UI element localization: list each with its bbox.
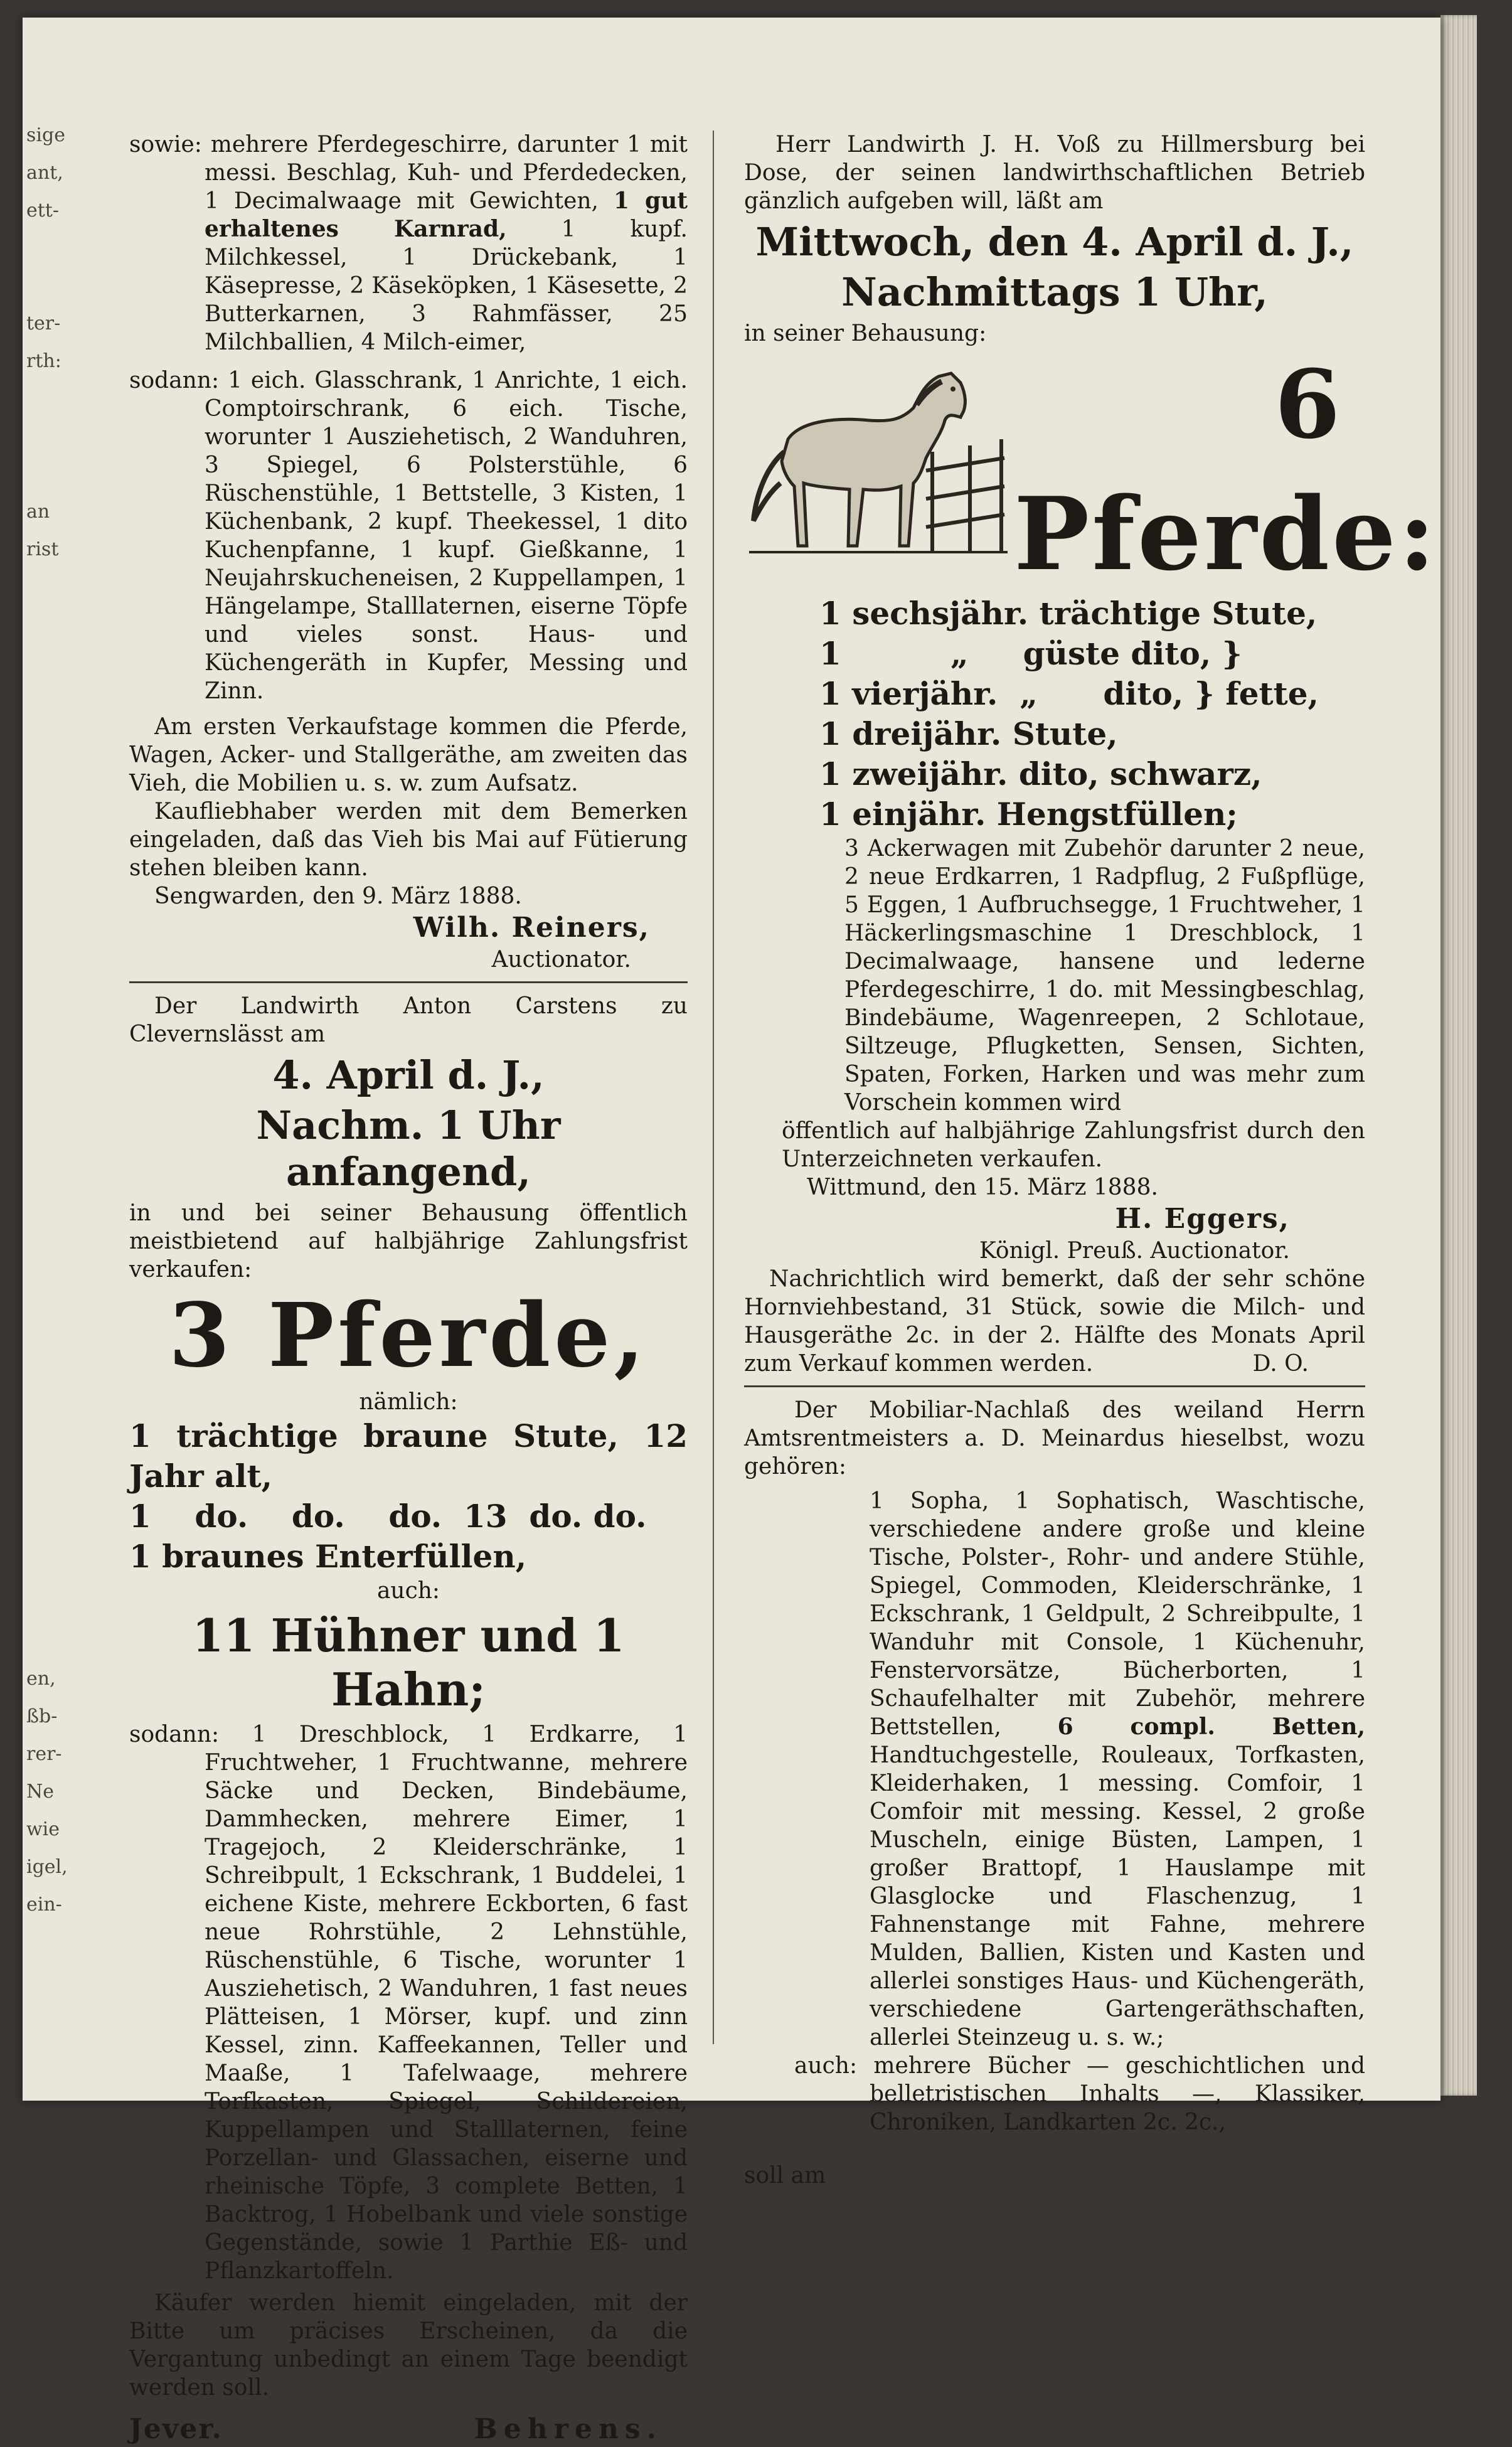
auction-3-lots [744,594,1365,834]
margin-fragment: ein- [26,1894,62,1916]
newspaper-page [23,18,1440,2445]
horse-illustration [744,358,1014,565]
auction-3-note: Nachrichtlich wird bemerkt, daß der sehr schöne Hornviehbestand, 31 Stück, sowie die Milch- und Hausgeräthe 2c. in der 2. Hälfte des Monats April zum Verkauf kommen werden. D. O. [744,1266,1365,1377]
margin-fragment: wie [26,1818,60,1840]
auction-1-signature: Wilh. Reiners, [413,912,650,944]
margin-fragment: rth: [26,350,61,372]
auction-4-intro: Der Mobiliar-Nachlaß des weiland Herrn Amtsrentmeisters a. D. Meinardus hieselbst, wozu gehören: [744,1397,1365,1479]
auction-2-signature-row [129,2412,688,2447]
auction-2-sodann: sodann: 1 Dreschblock, 1 Erdkarre, 1 Fruchtweher, 1 Fruchtwanne, mehrere Säcke und Decken, Bindebäume, Dammhecken, mehrere Eimer, 1 Tragejoch, 2 Kleiderschränke, 1 Schreibpult, 1 Eckschrank, 1 Buddelei, 1 eichene Kiste, mehrere Eckborten, 6 fast neue Rohrstühle, 2 Lehnstühle, Rüschenstühle, 6 Tische, worunter 1 Ausziehetisch, 2 Wanduhren, 1 fast neues Plätteisen, 1 Mörser, kupf. und zinn Kessel, zinn. Kaffeekannen, Teller und Maaße, 1 Tafelwaage, mehrere Torfkasten, Spiegel, Schildereien, Kuppellampen und Stalllaternen, feine Porzellan- und Glassachen, eiserne und rheinische Töpfe, 3 complete Betten, 1 Backtrog, 1 Hobelbank und viele sonstige Gegenstände, sowie 1 Parthie Eß- und Pflanzkartoffeln. [129,1722,688,2284]
auction-3-place-date: Wittmund, den 15. März 1888. [807,1175,1158,1200]
auction-3-signature: H. Eggers, [1115,1203,1290,1235]
auction-4-items: 1 Sopha, 1 Sophatisch, Waschtische, verschiedene andere große und kleine Tische, Polster-, Rohr- und andere Stühle, Spiegel, Commoden, Kleiderschränke, 1 Eckschrank, 1 Geldpult, 2 Schreibpulte, 1 Wanduhr mit Console, 1 Küchenuhr, Fenstervorsätze, Bücherborten, 1 Schaufelhalter mit Zubehör, mehrere Bettstellen, 6 compl. Betten, Handtuchgestelle, Rouleaux, Torfkasten, Kleiderhaken, 1 messing. Comfoir, 1 Comfoir mit messing. Kessel, 2 große Muscheln, einige Büsten, Lampen, 1 großer Brattopf, 1 Hauslampe mit Glasglocke und Flaschenzug, 1 Fahnenstange mit Fahne, mehrere Mulden, Ballien, Kisten und Kasten und allerlei sonstiges Haus- und Küchengeräth, verschiedene Gartengeräthschaften, allerlei Steinzeug u. s. w.; [870,1488,1365,2050]
auction-2-closing: Käufer werden hiemit eingeladen, mit der Bitte um präcises Erscheinen, da die Vergantung unbedingt an einem Tage beendigt werden soll. [129,2290,688,2401]
margin-fragment: sige [26,124,65,146]
auction-1-place-date: Sengwarden, den 9. März 1888. [154,883,522,909]
margin-fragment: rer- [26,1743,62,1765]
auction-3-lot: 1 einjähr. Hengstfüllen; [819,796,1238,833]
auction-2-signature: Behrens. [474,2413,663,2445]
item-line-sowie: sowie: mehrere Pferdegeschirre, darunter 1 mit messi. Beschlag, Kuh- und Pferdedecken, 1 Decimalwaage mit Gewichten, 1 gut erhaltenes Karnrad, 1 kupf. Milchkessel, 1 Drückebank, 1 Käsepresse, 2 Käseköpken, 1 Käsesette, 2 Butterkarnen, 3 Rahmfässer, 25 Milchballien, 4 Milch-eimer, [129,132,688,355]
auction-3-headline: Pferde: [1014,475,1438,593]
margin-fragment: ßb- [26,1705,58,1727]
auction-3-intro: Herr Landwirth J. H. Voß zu Hillmersburg bei Dose, der seinen landwirthschaftlichen Betrieb gänzlich aufgeben will, läßt am [744,132,1365,214]
auction-2-place: Jever. [129,2413,223,2445]
margin-fragment: ter- [26,312,61,334]
auction-2-headline: 3 Pferde, [168,1284,649,1387]
auction-3-closing: öffentlich auf halbjährige Zahlungsfrist durch den Unterzeichneten verkaufen. [782,1118,1365,1172]
auction-4-auch: auch: mehrere Bücher — geschichtlichen und belletristischen Inhalts —, Klassiker, Chroniken, Landkarten 2c. 2c., [794,2053,1365,2135]
auction-3-lot: 1 zweijähr. dito, schwarz, [819,755,1262,792]
margin-fragment: en, [26,1668,56,1690]
separator [744,1385,1365,1387]
auction-3-lot: 1 „ güste dito, } [819,635,1242,672]
margin-fragment: rist [26,538,59,560]
margin-fragment: igel, [26,1856,68,1878]
auction-1-paragraph-2: Kaufliebhaber werden mit dem Bemerken eingeladen, daß das Vieh bis Mai auf Fütierung stehen bleiben kann. [129,799,688,881]
column-right [744,131,1438,2188]
margin-fragment: Ne [26,1781,55,1803]
auction-2-auch: auch: [376,1578,440,1604]
auction-1-items [129,131,688,705]
auction-3-items: 3 Ackerwagen mit Zubehör darunter 2 neue, 2 neue Erdkarren, 1 Radpflug, 2 Fußpflüge, 5 Eggen, 1 Aufbruchsegge, 1 Fruchtweher, 1 Häckerlingsmaschine 1 Dreschblock, 1 Decimalwaage, hansene und lederne Pferdegeschirre, 1 do. mit Messingbeschlag, Bindebäume, Wagenreepen, 2 Schlotaue, Siltzeuge, Pflugketten, Sensen, Sichten, Spaten, Forken, Harken und was mehr zum Vorschein kommen wird [844,836,1365,1116]
auction-3-number: 6 [1274,349,1340,460]
auction-2-intro2: in und bei seiner Behausung öffentlich meistbietend auf halbjährige Zahlungsfrist verkaufen: [129,1200,688,1282]
auction-2-date: 4. April d. J., [272,1052,545,1098]
column-divider [713,131,714,2044]
auction-1-paragraph-1: Am ersten Verkaufstage kommen die Pferde, Wagen, Acker- und Stallgeräthe, am zweiten das Vieh, die Mobilien u. s. w. zum Aufsatz. [129,714,688,796]
column-left [129,131,688,2445]
auction-2-lot-2: 1 do. do. do. 13 do. do. [129,1498,647,1535]
left-margin-fragments [23,124,67,2069]
auction-4-end: soll am [744,2163,826,2188]
separator [129,981,688,983]
auction-2-headline-2: 11 Hühner und 1 Hahn; [192,1609,625,1716]
auction-2-lot-3: 1 braunes Enterfüllen, [129,1538,527,1575]
auction-2-intro: Der Landwirth Anton Carstens zu Clevernslässt am [129,993,688,1047]
auction-3-count [1014,349,1365,460]
auction-2-lot-1: 1 trächtige braune Stute, 12 Jahr alt, [129,1417,688,1495]
item-line-sodann: sodann: 1 eich. Glasschrank, 1 Anrichte, 1 eich. Comptoirschrank, 6 eich. Tische, worunter 1 Ausziehetisch, 2 Wanduhren, 3 Spiegel, 6 Polsterstühle, 6 Rüschenstühle, 1 Bettstelle, 3 Kisten, 1 Küchenbank, 2 kupf. Theekessel, 1 dito Kuchenpfanne, 1 kupf. Gießkanne, 1 Neujahrskucheneisen, 2 Kuppellampen, 1 Hängelampe, Stalllaternen, eiserne Töpfe und vieles sonst. Haus- und Küchengeräth in Kupfer, Messing und Zinn. [129,368,688,704]
auction-2-time: Nachm. 1 Uhr anfangend, [256,1102,561,1195]
margin-fragment: ett- [26,200,60,221]
horse-icon [744,358,1014,565]
margin-fragment: an [26,501,50,523]
auction-3-lot: 1 sechsjähr. trächtige Stute, [819,595,1318,632]
margin-fragment: ant, [26,162,63,184]
book-spine-edge [1440,15,1477,2096]
auction-3-date: Mittwoch, den 4. April d. J., [755,219,1354,265]
auction-1-title: Auctionator. [491,947,631,973]
auction-3-where: in seiner Behausung: [744,321,987,346]
auction-3-title: Königl. Preuß. Auctionator. [979,1238,1290,1264]
auction-3-lot: 1 dreijähr. Stute, [819,715,1118,752]
auction-2-naemlich: nämlich: [359,1389,458,1415]
auction-3-time: Nachmittags 1 Uhr, [841,269,1268,315]
auction-3-lot: 1 vierjähr. „ dito, } fette, [819,675,1319,712]
